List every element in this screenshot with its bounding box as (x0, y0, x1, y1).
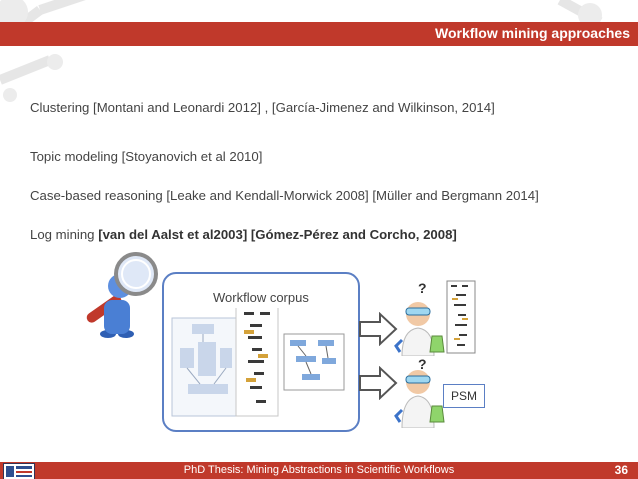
scientist-bottom-icon (394, 368, 446, 428)
bullet-log-mining (30, 227, 457, 242)
magnifier-figure-icon (80, 248, 170, 340)
arrow-bottom-icon (358, 366, 398, 400)
scientist-top-icon (394, 300, 446, 356)
footer-title: PhD Thesis: Mining Abstractions in Scientific Workflows (183, 464, 455, 476)
question-mark-top: ? (418, 280, 427, 296)
workflow-thumbnails (170, 308, 350, 420)
arrow-top-icon (358, 312, 398, 346)
page-number: 36 (614, 463, 628, 477)
log-mining-label: Log mining (30, 227, 99, 242)
question-mark-bottom: ? (418, 356, 427, 372)
workflow-corpus-label: Workflow corpus (213, 290, 309, 305)
bullet-case-based-reasoning: Case-based reasoning [Leake and Kendall-Morwick 2008] [Müller and Bergmann 2014] (30, 188, 539, 203)
slide-title: Workflow mining approaches (435, 25, 630, 41)
log-mining-refs: [van del Aalst et al2003] [Gómez-Pérez and Corcho, 2008] (98, 227, 457, 242)
abstract-workflow-thumbnail (446, 280, 476, 354)
bullet-clustering: Clustering [Montani and Leonardi 2012] , [García-Jimenez and Wilkinson, 2014] (30, 100, 495, 115)
bullet-topic-modeling: Topic modeling [Stoyanovich et al 2010] (30, 149, 263, 164)
psm-box: PSM (443, 384, 485, 408)
